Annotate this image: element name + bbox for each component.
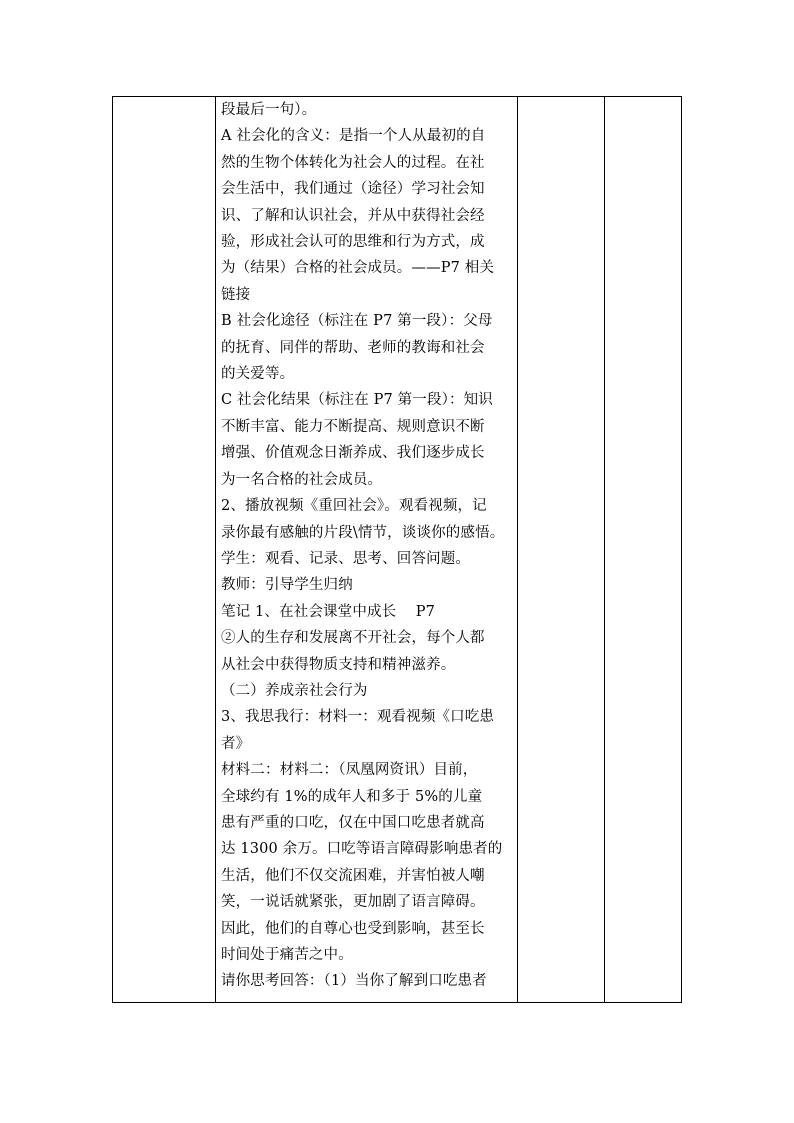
content-line: 学生：观看、记录、思考、回答问题。	[221, 550, 471, 567]
teaching-content-cell	[216, 97, 518, 1003]
content-line: 教师：引导学生归纳	[221, 577, 353, 594]
content-line: 的抚育、同伴的帮助、老师的教诲和社会	[221, 339, 485, 356]
content-line: 识、了解和认识社会，并从中获得社会经	[221, 207, 485, 224]
content-line: 为一名合格的社会成员。	[221, 471, 383, 488]
content-line: 为（结果）合格的社会成员。——P7 相关	[221, 260, 495, 277]
content-line: 的关爱等。	[221, 366, 295, 383]
teaching-content-text	[216, 97, 517, 995]
content-line: 时间处于痛苦之中。	[221, 947, 353, 963]
content-line: 达 1300 余万。口吃等语言障碍影响患者的	[221, 841, 503, 858]
content-line: B 社会化途径（标注在 P7 第一段）：父母	[221, 313, 493, 330]
content-line: 患有严重的口吃，仅在中国口吃患者就高	[221, 814, 485, 831]
student-activity-cell	[518, 97, 605, 1003]
design-intent-cell	[605, 97, 682, 1003]
content-line: 录你最有感触的片段\情节，谈谈你的感悟。	[221, 524, 505, 541]
content-line: 2、播放视频《重回社会》。观看视频，记	[221, 498, 487, 515]
content-line: 因此，他们的自尊心也受到影响，甚至长	[221, 920, 485, 937]
content-line: 请你思考回答：（1）当你了解到口吃患者	[221, 973, 487, 990]
content-line: C 社会化结果（标注在 P7 第一段）：知识	[221, 392, 493, 409]
content-line: 验，形成社会认可的思维和行为方式，成	[221, 234, 485, 251]
table-row	[113, 97, 682, 1003]
content-line: 3、我思我行：材料一：观看视频《口吃患	[221, 709, 495, 726]
content-line: 材料二：材料二：（凤凰网资讯）目前，	[221, 762, 478, 779]
content-line: ②人的生存和发展离不开社会，每个人都	[221, 630, 485, 647]
stage-cell	[113, 97, 216, 1003]
content-line: 笔记 1、在社会课堂中成长 P7	[221, 603, 435, 620]
content-line: 会生活中，我们通过（途径）学习社会知	[221, 181, 485, 198]
content-line: 生活，他们不仅交流困难，并害怕被人嘲	[221, 867, 485, 884]
content-line: 然的生物个体转化为社会人的过程。在社	[221, 154, 485, 171]
content-line: 不断丰富、能力不断提高、规则意识不断	[221, 418, 485, 435]
content-line: 段最后一句）。	[221, 102, 317, 118]
content-line: 笑，一说话就紧张，更加剧了语言障碍。	[221, 894, 485, 911]
content-line: 链接	[221, 286, 251, 303]
content-line: （二）养成亲社会行为	[221, 682, 368, 699]
content-line: 增强、价值观念日渐养成、我们逐步成长	[221, 445, 485, 462]
content-line: 者》	[221, 735, 251, 752]
lesson-plan-table	[112, 96, 682, 1003]
content-line: 从社会中获得物质支持和精神滋养。	[221, 656, 456, 673]
content-line: 全球约有 1%的成年人和多于 5%的儿童	[221, 788, 483, 805]
content-line: A 社会化的含义：是指一个人从最初的自	[221, 128, 486, 145]
